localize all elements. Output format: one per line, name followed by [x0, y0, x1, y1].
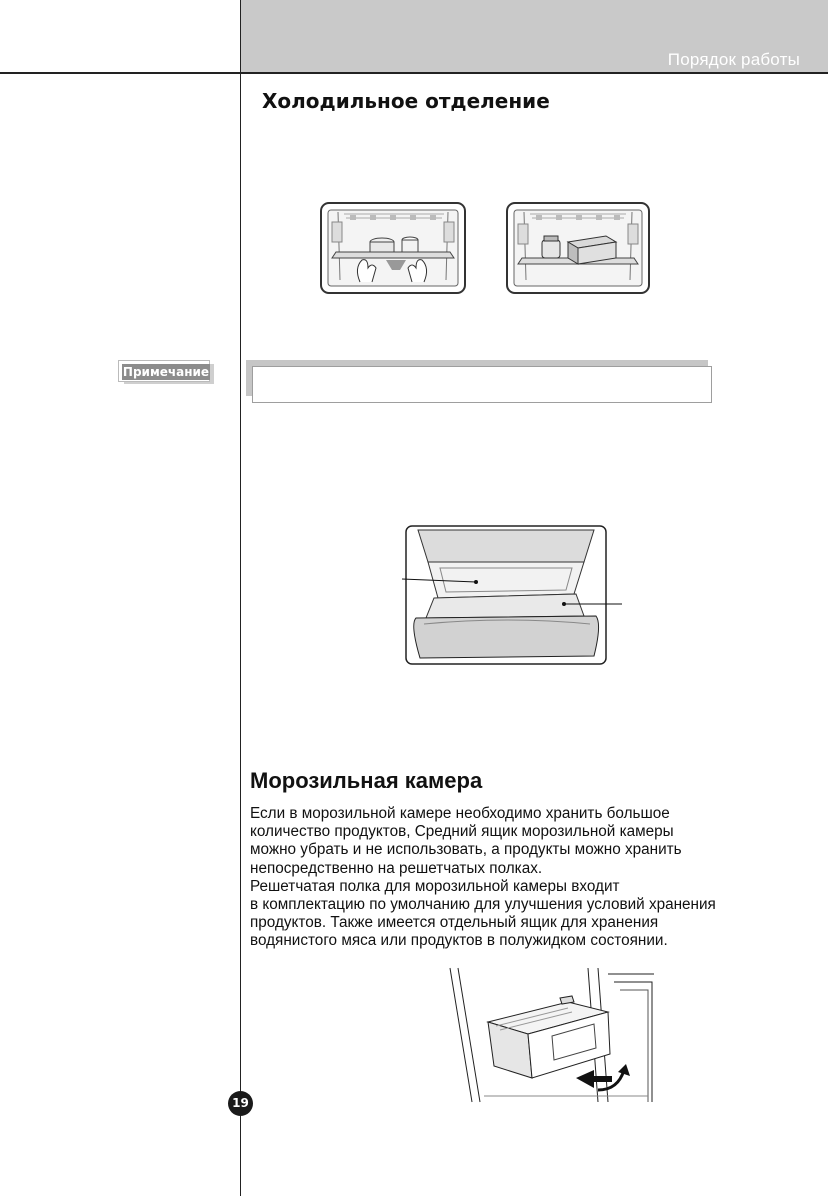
header-band [240, 0, 828, 72]
note-badge [118, 360, 214, 384]
crisper-drawer-icon [398, 524, 624, 666]
paragraph-line: Если в морозильной камере необходимо хранить большое [250, 805, 670, 822]
paragraph-line: количество продуктов, Средний ящик морозильной камеры [250, 823, 674, 841]
note-box [246, 360, 712, 404]
header-title: Порядок работы [667, 50, 800, 69]
paragraph-line: Решетчатая полка для морозильной камеры входит [250, 877, 620, 895]
shelf-removal-icon [320, 202, 466, 294]
paragraph-line: водянистого мяса или продуктов в полужидком состоянии. [250, 932, 668, 950]
page-number: 19 [228, 1091, 253, 1116]
freezer-paragraph [250, 805, 810, 951]
header-rule [0, 72, 828, 74]
paragraph-line: в комплектацию по умолчанию для улучшения условий хранения [250, 896, 716, 914]
paragraph-line: продуктов. Также имеется отдельный ящик для хранения [250, 914, 659, 932]
paragraph-line: можно убрать и не использовать, а продукты можно хранить [250, 841, 682, 859]
note-label: Примечание [122, 365, 210, 379]
freezer-drawer-icon [448, 966, 656, 1104]
freezer-section-title: Морозильная камера [250, 768, 483, 793]
shelf-with-food-icon [506, 202, 650, 294]
column-divider [240, 0, 241, 1196]
fridge-section-title: Холодильное отделение [262, 89, 550, 113]
paragraph-line: непосредственно на решетчатых полках. [250, 859, 543, 877]
